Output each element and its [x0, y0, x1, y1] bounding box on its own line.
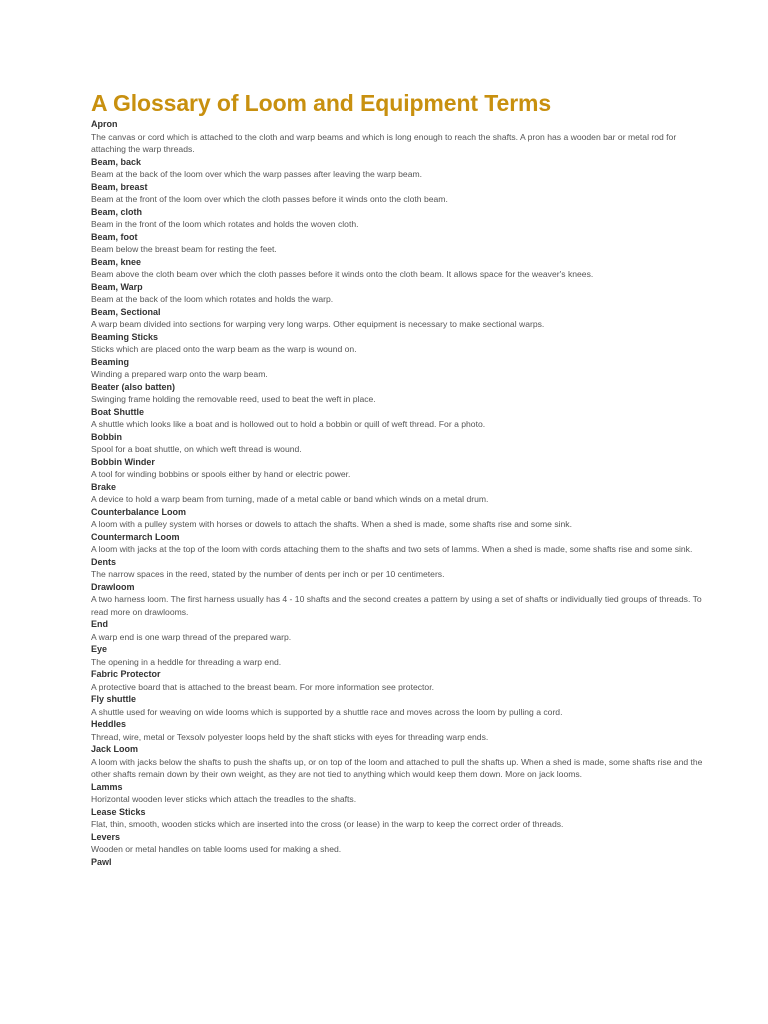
glossary-term: Lamms	[91, 781, 123, 792]
glossary-term: Counterbalance Loom	[91, 506, 187, 517]
glossary-definition: Horizontal wooden lever sticks which attach the treadles to the shafts.	[91, 794, 357, 804]
glossary-term: Drawloom	[91, 581, 135, 592]
glossary-entry	[91, 643, 711, 668]
glossary-term: Brake	[91, 481, 117, 492]
glossary-entry	[91, 743, 711, 781]
glossary-term: Fly shuttle	[91, 694, 137, 704]
glossary-entry	[91, 668, 711, 693]
glossary-term: Bobbin Winder	[91, 456, 155, 467]
glossary-term: Apron	[91, 119, 118, 129]
glossary-definition: A tool for winding bobbins or spools either by hand or electric power.	[91, 469, 351, 479]
glossary-entry	[91, 156, 711, 181]
glossary-definition: Beam above the cloth beam over which the cloth passes before it winds onto the cloth beam. It allows space for the weaver's knees.	[91, 269, 594, 279]
glossary-term: Jack Loom	[91, 744, 139, 754]
glossary-term: Eye	[91, 644, 108, 654]
glossary-entry	[91, 506, 711, 531]
glossary-entry	[91, 856, 711, 869]
glossary-definition: A warp beam divided into sections for warping very long warps. Other equipment is necessary to make sectional warps.	[91, 319, 545, 329]
glossary-definition: Sticks which are placed onto the warp beam as the warp is wound on.	[91, 344, 357, 354]
glossary-term: Dents	[91, 556, 117, 567]
glossary-definition: A loom with a pulley system with horses or dowels to attach the shafts. When a shed is made, some shafts rise and some sink.	[91, 519, 572, 529]
glossary-term: Beam, cloth	[91, 206, 143, 217]
glossary-entry	[91, 618, 711, 643]
glossary-term: Fabric Protector	[91, 669, 161, 679]
glossary-list	[91, 118, 711, 868]
glossary-definition: Flat, thin, smooth, wooden sticks which are inserted into the cross (or lease) in the warp to keep the correct order of threads.	[91, 819, 564, 829]
glossary-definition: A device to hold a warp beam from turning, made of a metal cable or band which winds on a metal drum.	[91, 494, 489, 504]
glossary-definition: A loom with jacks at the top of the loom with cords attaching them to the shafts and two sets of lamms. When a shed is made, some shafts rise and some sink.	[91, 544, 693, 554]
glossary-entry	[91, 481, 711, 506]
glossary-term: Beam, Warp	[91, 281, 143, 292]
glossary-term: End	[91, 619, 108, 629]
glossary-term: Beam, knee	[91, 256, 142, 267]
glossary-term: Lease Sticks	[91, 806, 146, 817]
glossary-entry	[91, 306, 711, 331]
glossary-entry	[91, 181, 711, 206]
glossary-definition: Beam below the breast beam for resting the feet.	[91, 244, 277, 254]
glossary-term: Beater (also batten)	[91, 381, 176, 392]
glossary-entry	[91, 693, 711, 718]
glossary-entry	[91, 206, 711, 231]
glossary-entry	[91, 781, 711, 806]
glossary-definition: The canvas or cord which is attached to the cloth and warp beams and which is long enough to reach the shafts. A pron has a wooden bar or metal rod for attaching the warp threads.	[91, 131, 677, 154]
glossary-entry	[91, 806, 711, 831]
glossary-entry	[91, 831, 711, 856]
glossary-entry	[91, 456, 711, 481]
glossary-entry	[91, 231, 711, 256]
glossary-entry	[91, 331, 711, 356]
glossary-definition: A shuttle which looks like a boat and is hollowed out to hold a bobbin or quill of weft thread. For a photo.	[91, 419, 486, 429]
glossary-entry	[91, 556, 711, 581]
glossary-term: Countermarch Loom	[91, 531, 180, 542]
glossary-definition: Beam in the front of the loom which rotates and holds the woven cloth.	[91, 219, 359, 229]
glossary-definition: A shuttle used for weaving on wide looms which is supported by a shuttle race and moves across the loom by pulling a cord.	[91, 706, 563, 717]
glossary-definition: Spool for a boat shuttle, on which weft thread is wound.	[91, 444, 302, 454]
glossary-definition: Thread, wire, metal or Texsolv polyester loops held by the shaft sticks with eyes for threading warp ends.	[91, 731, 489, 742]
glossary-definition: Beam at the back of the loom which rotates and holds the warp.	[91, 294, 334, 304]
glossary-term: Bobbin	[91, 431, 122, 442]
glossary-definition: Beam at the front of the loom over which the cloth passes before it winds onto the cloth beam.	[91, 194, 448, 204]
document-page	[91, 89, 711, 868]
glossary-term: Pawl	[91, 856, 112, 867]
glossary-entry	[91, 381, 711, 406]
glossary-definition: A two harness loom. The first harness usually has 4 - 10 shafts and the second creates a pattern by using a set of shafts or individually tied groups of threads. To read more on drawlooms.	[91, 594, 702, 617]
glossary-entry	[91, 406, 711, 431]
glossary-definition: Swinging frame holding the removable reed, used to beat the weft in place.	[91, 394, 376, 404]
page-title: A Glossary of Loom and Equipment Terms	[91, 90, 552, 116]
glossary-definition: The opening in a heddle for threading a warp end.	[91, 656, 282, 667]
glossary-term: Beam, Sectional	[91, 306, 161, 317]
glossary-term: Boat Shuttle	[91, 406, 144, 417]
glossary-term: Beaming Sticks	[91, 331, 159, 342]
glossary-entry	[91, 431, 711, 456]
glossary-term: Beam, breast	[91, 181, 148, 192]
glossary-definition: A protective board that is attached to the breast beam. For more information see protector.	[91, 681, 434, 692]
glossary-definition: A warp end is one warp thread of the prepared warp.	[91, 631, 292, 642]
glossary-term: Beam, back	[91, 156, 142, 167]
glossary-entry	[91, 531, 711, 556]
glossary-entry	[91, 118, 711, 156]
glossary-term: Beaming	[91, 356, 130, 367]
glossary-entry	[91, 581, 711, 619]
glossary-term: Levers	[91, 831, 121, 842]
glossary-term: Beam, foot	[91, 231, 138, 242]
glossary-definition: Wooden or metal handles on table looms used for making a shed.	[91, 844, 342, 854]
glossary-definition: The narrow spaces in the reed, stated by the number of dents per inch or per 10 centimeters.	[91, 569, 445, 579]
glossary-entry	[91, 281, 711, 306]
glossary-entry	[91, 256, 711, 281]
glossary-definition: Winding a prepared warp onto the warp beam.	[91, 369, 268, 379]
glossary-entry	[91, 718, 711, 743]
glossary-definition: A loom with jacks below the shafts to push the shafts up, or on top of the loom and attached to pull the shafts up. When a shed is made, some shafts rise and the other shafts remain down by their own weight, as they are not tied to anything which would keep them down. More on jack looms.	[91, 756, 703, 779]
glossary-term: Heddles	[91, 719, 127, 729]
glossary-entry	[91, 356, 711, 381]
glossary-definition: Beam at the back of the loom over which the warp passes after leaving the warp beam.	[91, 169, 423, 179]
